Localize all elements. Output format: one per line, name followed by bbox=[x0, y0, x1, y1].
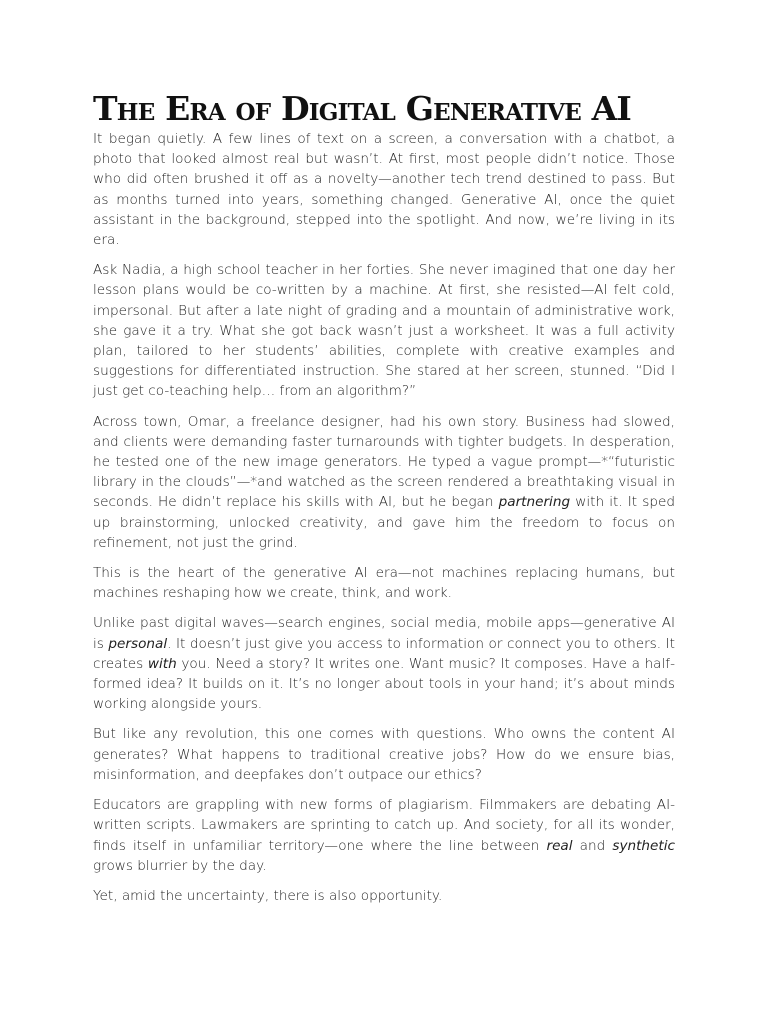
paragraph bbox=[93, 129, 675, 250]
paragraph bbox=[93, 724, 675, 785]
text-segment: Educators are grappling with new forms of plagiarism. Filmmakers are debating AI-written scripts. Lawmakers are sprinting to catch up. And society, for all its wonder, finds itself in unfamiliar territory—one where the line between bbox=[93, 797, 675, 854]
emphasized-text: with bbox=[147, 655, 177, 672]
paragraph bbox=[93, 886, 675, 906]
document-title: The Era of Digital Generative AI bbox=[93, 89, 632, 128]
emphasized-text: real bbox=[546, 837, 573, 854]
text-segment: Unlike past digital waves—search engines, social media, mobile apps—generative AI is bbox=[93, 615, 675, 652]
text-segment: and bbox=[572, 837, 613, 854]
text-segment: Across town, Omar, a freelance designer, had his own story. Business had slowed, and clients were demanding faster turnarounds with tighter budgets. In desperation, he tested one of the new image generators. He typed a vague prompt—*“futuristic library in the clouds”—*and watched as the screen rendered a breathtaking visual in seconds. He didn’t replace his skills with AI, but he began bbox=[93, 413, 675, 511]
document-body bbox=[93, 129, 675, 906]
emphasized-text: personal bbox=[108, 635, 168, 652]
emphasized-text: synthetic bbox=[612, 837, 675, 854]
text-segment: Yet, amid the uncertainty, there is also opportunity. bbox=[93, 887, 443, 904]
text-segment: grows blurrier by the day. bbox=[93, 857, 267, 874]
emphasized-text: partnering bbox=[498, 494, 571, 511]
paragraph bbox=[93, 563, 675, 603]
text-segment: This is the heart of the generative AI era—not machines replacing humans, but machines reshaping how we create, think, and work. bbox=[93, 565, 675, 602]
text-segment: Ask Nadia, a high school teacher in her forties. She never imagined that one day her lesson plans would be co-written by a machine. At first, she resisted—AI felt cold, impersonal. But after a late night of grading and a mountain of administrative work, she gave it a try. What she got back wasn’t just a worksheet. It was a full activity plan, tailored to her students’ abilities, complete with creative examples and suggestions for differentiated instruction. She stared at her screen, stunned. “Did I just get co-teaching help… from an algorithm?” bbox=[93, 262, 675, 400]
paragraph bbox=[93, 412, 675, 553]
paragraph bbox=[93, 260, 675, 401]
text-segment: It began quietly. A few lines of text on a screen, a conversation with a chatbot, a photo that looked almost real but wasn’t. At first, most people didn’t notice. Those who did often brushed it off as a novelty—another tech trend destined to pass. But as months turned into years, something changed. Generative AI, once the quiet assistant in the background, stepped into the spotlight. And now, we’re living in its era. bbox=[93, 131, 675, 249]
text-segment: . It doesn’t just give you access to information or connect you to others. It creates bbox=[93, 635, 675, 672]
text-segment: But like any revolution, this one comes with questions. Who owns the content AI generates? What happens to traditional creative jobs? How do we ensure bias, misinformation, and deepfakes don’t outpace our ethics? bbox=[93, 726, 675, 783]
paragraph bbox=[93, 613, 675, 714]
text-segment: you. Need a story? It writes one. Want music? It composes. Have a half-formed idea? It builds on it. It’s no longer about tools in your hand; it’s about minds working alongside yours. bbox=[93, 655, 675, 713]
document-page bbox=[93, 90, 675, 916]
text-segment: with it. It sped up brainstorming, unlocked creativity, and gave him the freedom to focus on refinement, not just the grind. bbox=[93, 494, 675, 551]
paragraph bbox=[93, 795, 675, 876]
